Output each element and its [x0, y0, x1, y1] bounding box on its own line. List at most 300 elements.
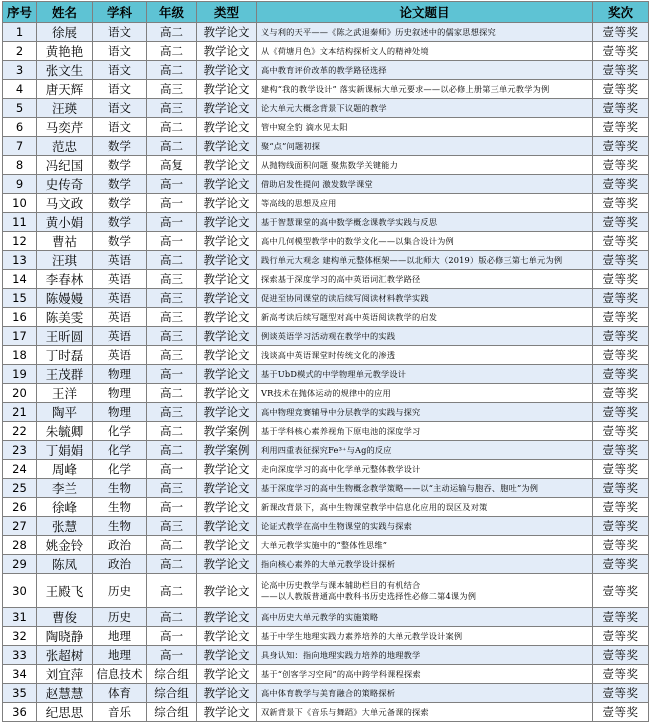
cell-no: 32	[3, 627, 37, 646]
cell-grade: 高一	[147, 627, 197, 646]
cell-subject: 英语	[93, 289, 147, 308]
cell-no: 6	[3, 118, 37, 137]
cell-type: 教学论文	[197, 365, 257, 384]
header-subject: 学科	[93, 2, 147, 23]
cell-grade: 高二	[147, 137, 197, 156]
cell-award: 壹等奖	[593, 517, 649, 536]
cell-award: 壹等奖	[593, 23, 649, 42]
cell-no: 31	[3, 608, 37, 627]
cell-grade: 高一	[147, 175, 197, 194]
table-row	[3, 684, 649, 703]
cell-award: 壹等奖	[593, 270, 649, 289]
table-row	[3, 517, 649, 536]
cell-title: 管中窥全豹 滴水见太阳	[257, 118, 593, 137]
cell-no: 28	[3, 536, 37, 555]
cell-type: 教学论文	[197, 460, 257, 479]
cell-subject: 数学	[93, 137, 147, 156]
cell-name: 马文政	[37, 194, 93, 213]
cell-no: 33	[3, 646, 37, 665]
cell-type: 教学论文	[197, 80, 257, 99]
cell-no: 24	[3, 460, 37, 479]
cell-grade: 高一	[147, 213, 197, 232]
table-row	[3, 175, 649, 194]
cell-title: 浅谈高中英语课堂时传统文化的渗透	[257, 346, 593, 365]
cell-name: 张文生	[37, 61, 93, 80]
table-row	[3, 42, 649, 61]
cell-name: 范忠	[37, 137, 93, 156]
cell-no: 16	[3, 308, 37, 327]
cell-no: 18	[3, 346, 37, 365]
cell-type: 教学论文	[197, 99, 257, 118]
table-row	[3, 498, 649, 517]
cell-award: 壹等奖	[593, 194, 649, 213]
cell-no: 27	[3, 517, 37, 536]
cell-name: 陶晓静	[37, 627, 93, 646]
table-row	[3, 99, 649, 118]
cell-grade: 高二	[147, 384, 197, 403]
cell-grade: 高二	[147, 608, 197, 627]
cell-award: 壹等奖	[593, 384, 649, 403]
cell-award: 壹等奖	[593, 665, 649, 684]
cell-no: 13	[3, 251, 37, 270]
cell-name: 徐展	[37, 23, 93, 42]
cell-type: 教学论文	[197, 665, 257, 684]
cell-subject: 政治	[93, 555, 147, 574]
table-row	[3, 346, 649, 365]
cell-title: 指向核心素养的大单元教学设计探析	[257, 555, 593, 574]
cell-type: 教学论文	[197, 536, 257, 555]
cell-grade: 高二	[147, 555, 197, 574]
cell-type: 教学论文	[197, 42, 257, 61]
cell-type: 教学论文	[197, 346, 257, 365]
cell-name: 王茂群	[37, 365, 93, 384]
cell-name: 丁时磊	[37, 346, 93, 365]
cell-title: 大单元教学实施中的“整体性思维”	[257, 536, 593, 555]
cell-type: 教学论文	[197, 308, 257, 327]
cell-no: 3	[3, 61, 37, 80]
cell-grade: 高二	[147, 23, 197, 42]
cell-title: 基于学科核心素养视角下原电池的深度学习	[257, 422, 593, 441]
cell-subject: 英语	[93, 308, 147, 327]
cell-subject: 英语	[93, 327, 147, 346]
table-row	[3, 403, 649, 422]
cell-award: 壹等奖	[593, 175, 649, 194]
cell-grade: 高二	[147, 441, 197, 460]
cell-title: 基于中学生地理实践力素养培养的大单元教学设计案例	[257, 627, 593, 646]
cell-title: 基于“创客学习空间”的高中跨学科课程探索	[257, 665, 593, 684]
cell-subject: 体育	[93, 684, 147, 703]
cell-award: 壹等奖	[593, 608, 649, 627]
cell-no: 36	[3, 703, 37, 722]
cell-name: 张慧	[37, 517, 93, 536]
cell-type: 教学论文	[197, 555, 257, 574]
header-no: 序号	[3, 2, 37, 23]
table-row	[3, 665, 649, 684]
cell-grade: 高三	[147, 80, 197, 99]
cell-award: 壹等奖	[593, 703, 649, 722]
cell-subject: 数学	[93, 156, 147, 175]
cell-name: 史传奇	[37, 175, 93, 194]
cell-subject: 语文	[93, 42, 147, 61]
cell-award: 壹等奖	[593, 403, 649, 422]
cell-type: 教学论文	[197, 703, 257, 722]
cell-name: 周峰	[37, 460, 93, 479]
cell-award: 壹等奖	[593, 156, 649, 175]
cell-title: 高中历史大单元教学的实施策略	[257, 608, 593, 627]
cell-title: 义与利的天平——《陈之武退秦师》历史叙述中的儒家思想探究	[257, 23, 593, 42]
cell-subject: 物理	[93, 365, 147, 384]
cell-award: 壹等奖	[593, 479, 649, 498]
cell-type: 教学论文	[197, 270, 257, 289]
table-row	[3, 213, 649, 232]
cell-title: 促进至协同课堂的读后续写阅读材料教学实践	[257, 289, 593, 308]
cell-award: 壹等奖	[593, 555, 649, 574]
cell-type: 教学论文	[197, 327, 257, 346]
cell-grade: 高三	[147, 327, 197, 346]
cell-award: 壹等奖	[593, 213, 649, 232]
cell-type: 教学论文	[197, 118, 257, 137]
cell-subject: 语文	[93, 80, 147, 99]
cell-title: 走向深度学习的高中化学单元整体教学设计	[257, 460, 593, 479]
cell-subject: 地理	[93, 646, 147, 665]
cell-grade: 高三	[147, 479, 197, 498]
cell-subject: 语文	[93, 118, 147, 137]
cell-subject: 英语	[93, 251, 147, 270]
cell-award: 壹等奖	[593, 80, 649, 99]
cell-subject: 数学	[93, 194, 147, 213]
cell-title: 利用四重表征探究Fe³⁺与Ag的反应	[257, 441, 593, 460]
cell-no: 10	[3, 194, 37, 213]
cell-no: 12	[3, 232, 37, 251]
cell-type: 教学论文	[197, 384, 257, 403]
cell-grade: 高三	[147, 270, 197, 289]
cell-grade: 高二	[147, 251, 197, 270]
cell-award: 壹等奖	[593, 646, 649, 665]
table-row	[3, 422, 649, 441]
cell-award: 壹等奖	[593, 627, 649, 646]
cell-grade: 高一	[147, 460, 197, 479]
cell-name: 马奕芹	[37, 118, 93, 137]
table-row	[3, 555, 649, 574]
cell-name: 李兰	[37, 479, 93, 498]
cell-type: 教学论文	[197, 517, 257, 536]
cell-subject: 历史	[93, 608, 147, 627]
cell-no: 2	[3, 42, 37, 61]
cell-grade: 高一	[147, 498, 197, 517]
cell-subject: 化学	[93, 422, 147, 441]
cell-no: 4	[3, 80, 37, 99]
cell-no: 8	[3, 156, 37, 175]
cell-type: 教学论文	[197, 403, 257, 422]
cell-grade: 高一	[147, 365, 197, 384]
cell-type: 教学论文	[197, 23, 257, 42]
table-row	[3, 646, 649, 665]
table-row	[3, 232, 649, 251]
cell-award: 壹等奖	[593, 365, 649, 384]
table-row	[3, 627, 649, 646]
cell-subject: 化学	[93, 460, 147, 479]
cell-grade: 高复	[147, 156, 197, 175]
cell-subject: 生物	[93, 517, 147, 536]
cell-subject: 音乐	[93, 703, 147, 722]
cell-title: VR技术在抛体运动的规律中的应用	[257, 384, 593, 403]
cell-no: 14	[3, 270, 37, 289]
cell-award: 壹等奖	[593, 498, 649, 517]
cell-subject: 语文	[93, 23, 147, 42]
cell-type: 教学论文	[197, 61, 257, 80]
cell-no: 11	[3, 213, 37, 232]
cell-grade: 综合组	[147, 684, 197, 703]
header-grade: 年级	[147, 2, 197, 23]
table-row	[3, 327, 649, 346]
cell-award: 壹等奖	[593, 99, 649, 118]
cell-name: 李春林	[37, 270, 93, 289]
cell-name: 汪琪	[37, 251, 93, 270]
header-title: 论文题目	[257, 2, 593, 23]
cell-subject: 英语	[93, 270, 147, 289]
cell-title: 探索基于深度学习的高中英语词汇教学路径	[257, 270, 593, 289]
cell-name: 黄艳艳	[37, 42, 93, 61]
cell-name: 赵慧慧	[37, 684, 93, 703]
cell-type: 教学论文	[197, 251, 257, 270]
table-row	[3, 251, 649, 270]
cell-name: 黄小娟	[37, 213, 93, 232]
cell-award: 壹等奖	[593, 460, 649, 479]
table-row	[3, 365, 649, 384]
cell-title: 论大单元大概念背景下议题的教学	[257, 99, 593, 118]
table-row	[3, 536, 649, 555]
cell-no: 22	[3, 422, 37, 441]
cell-type: 教学论文	[197, 684, 257, 703]
cell-award: 壹等奖	[593, 232, 649, 251]
cell-title: 例谈英语学习活动观在教学中的实践	[257, 327, 593, 346]
cell-subject: 物理	[93, 403, 147, 422]
cell-type: 教学论文	[197, 213, 257, 232]
cell-name: 王洋	[37, 384, 93, 403]
cell-no: 21	[3, 403, 37, 422]
cell-title: 等高线的思想及应用	[257, 194, 593, 213]
table-row	[3, 137, 649, 156]
cell-name: 张超树	[37, 646, 93, 665]
cell-grade: 高二	[147, 574, 197, 608]
cell-title: 高中几何模型教学中的数学文化——以集合设计为例	[257, 232, 593, 251]
cell-title: 基于UbD模式的中学物理单元教学设计	[257, 365, 593, 384]
cell-title: 高中教育评价改革的教学路径选择	[257, 61, 593, 80]
cell-type: 教学论文	[197, 574, 257, 608]
cell-type: 教学案例	[197, 422, 257, 441]
cell-no: 1	[3, 23, 37, 42]
cell-no: 7	[3, 137, 37, 156]
cell-award: 壹等奖	[593, 536, 649, 555]
cell-type: 教学论文	[197, 646, 257, 665]
cell-type: 教学论文	[197, 479, 257, 498]
cell-title: 论证式教学在高中生物课堂的实践与探索	[257, 517, 593, 536]
cell-name: 唐天辉	[37, 80, 93, 99]
cell-title: 高中体育教学与美育融合的策略探析	[257, 684, 593, 703]
cell-title-line2: ——以人教版普通高中教科书历史选择性必修二第4课为例	[261, 590, 477, 601]
cell-title-line1: 论高中历史教学与课本辅助栏目的有机结合	[261, 579, 421, 590]
cell-name: 陈嫚嫚	[37, 289, 93, 308]
header-row	[3, 2, 649, 23]
cell-name: 汪瑛	[37, 99, 93, 118]
cell-grade: 高三	[147, 403, 197, 422]
header-type: 类型	[197, 2, 257, 23]
cell-type: 教学论文	[197, 608, 257, 627]
cell-no: 20	[3, 384, 37, 403]
cell-title: 新课改背景下，高中生物课堂教学中信息化应用的误区及对策	[257, 498, 593, 517]
table-row	[3, 479, 649, 498]
cell-grade: 高一	[147, 232, 197, 251]
cell-type: 教学案例	[197, 441, 257, 460]
cell-title: 聚“点”问题初探	[257, 137, 593, 156]
cell-award: 壹等奖	[593, 574, 649, 608]
cell-name: 陈凤	[37, 555, 93, 574]
cell-name: 王昕圆	[37, 327, 93, 346]
table-row	[3, 156, 649, 175]
cell-subject: 数学	[93, 213, 147, 232]
cell-grade: 高三	[147, 99, 197, 118]
table-row	[3, 80, 649, 99]
cell-name: 朱毓卿	[37, 422, 93, 441]
table-row	[3, 118, 649, 137]
cell-subject: 地理	[93, 627, 147, 646]
cell-name: 陈美雯	[37, 308, 93, 327]
cell-award: 壹等奖	[593, 61, 649, 80]
cell-grade: 高一	[147, 194, 197, 213]
cell-name: 纪思思	[37, 703, 93, 722]
cell-type: 教学论文	[197, 194, 257, 213]
table-row	[3, 23, 649, 42]
cell-name: 姚金铃	[37, 536, 93, 555]
cell-grade: 高三	[147, 308, 197, 327]
cell-title: 高中物理竞赛辅导中分层教学的实践与探究	[257, 403, 593, 422]
table-row	[3, 608, 649, 627]
cell-no: 26	[3, 498, 37, 517]
cell-grade: 综合组	[147, 703, 197, 722]
table-row	[3, 441, 649, 460]
cell-award: 壹等奖	[593, 118, 649, 137]
header-name: 姓名	[37, 2, 93, 23]
cell-type: 教学论文	[197, 156, 257, 175]
header-award: 奖次	[593, 2, 649, 23]
cell-no: 34	[3, 665, 37, 684]
cell-award: 壹等奖	[593, 308, 649, 327]
cell-subject: 生物	[93, 479, 147, 498]
cell-subject: 信息技术	[93, 665, 147, 684]
cell-title: 新高考读后续写题型对高中英语阅读教学的启发	[257, 308, 593, 327]
cell-name: 曹俊	[37, 608, 93, 627]
cell-subject: 物理	[93, 384, 147, 403]
cell-grade: 高三	[147, 289, 197, 308]
cell-grade: 高二	[147, 118, 197, 137]
cell-no: 23	[3, 441, 37, 460]
table-body	[3, 23, 649, 722]
cell-grade: 高三	[147, 517, 197, 536]
cell-name: 丁娟娟	[37, 441, 93, 460]
cell-subject: 生物	[93, 498, 147, 517]
table-row	[3, 384, 649, 403]
cell-type: 教学论文	[197, 175, 257, 194]
cell-subject: 历史	[93, 574, 147, 608]
table-row	[3, 308, 649, 327]
cell-title: 从抛物线面积问题 聚焦数学关键能力	[257, 156, 593, 175]
cell-title: 建构“我的教学设计” 落实新课标大单元要求——以必修上册第三单元教学为例	[257, 80, 593, 99]
cell-award: 壹等奖	[593, 422, 649, 441]
cell-subject: 数学	[93, 175, 147, 194]
cell-grade: 高二	[147, 61, 197, 80]
cell-no: 19	[3, 365, 37, 384]
cell-type: 教学论文	[197, 627, 257, 646]
cell-subject: 化学	[93, 441, 147, 460]
cell-grade: 综合组	[147, 665, 197, 684]
cell-award: 壹等奖	[593, 251, 649, 270]
cell-award: 壹等奖	[593, 346, 649, 365]
cell-grade: 高一	[147, 646, 197, 665]
cell-award: 壹等奖	[593, 137, 649, 156]
table-row	[3, 194, 649, 213]
cell-no: 17	[3, 327, 37, 346]
cell-name: 冯纪国	[37, 156, 93, 175]
cell-title: 双新背景下《音乐与舞蹈》大单元备课的探索	[257, 703, 593, 722]
cell-no: 5	[3, 99, 37, 118]
cell-award: 壹等奖	[593, 327, 649, 346]
cell-subject: 数学	[93, 232, 147, 251]
cell-title: 基于智慧课堂的高中数学概念课教学实践与反思	[257, 213, 593, 232]
table-row	[3, 703, 649, 722]
cell-award: 壹等奖	[593, 441, 649, 460]
cell-no: 29	[3, 555, 37, 574]
cell-no: 25	[3, 479, 37, 498]
table-row	[3, 289, 649, 308]
cell-award: 壹等奖	[593, 684, 649, 703]
cell-grade: 高二	[147, 42, 197, 61]
table-row	[3, 574, 649, 608]
cell-name: 徐峰	[37, 498, 93, 517]
cell-no: 35	[3, 684, 37, 703]
cell-grade: 高二	[147, 536, 197, 555]
cell-name: 曹祜	[37, 232, 93, 251]
cell-type: 教学论文	[197, 232, 257, 251]
cell-type: 教学论文	[197, 498, 257, 517]
cell-title: 基于深度学习的高中生物概念教学策略——以“主动运输与胞吞、胞吐”为例	[257, 479, 593, 498]
cell-name: 刘宜萍	[37, 665, 93, 684]
cell-title	[257, 574, 593, 608]
cell-no: 15	[3, 289, 37, 308]
cell-title: 借助启发性提问 激发数学课堂	[257, 175, 593, 194]
table-row	[3, 61, 649, 80]
cell-grade: 高二	[147, 422, 197, 441]
cell-grade: 高三	[147, 346, 197, 365]
cell-subject: 语文	[93, 61, 147, 80]
cell-no: 9	[3, 175, 37, 194]
cell-type: 教学论文	[197, 137, 257, 156]
cell-name: 王殿飞	[37, 574, 93, 608]
awards-table	[2, 1, 649, 722]
cell-name: 陶平	[37, 403, 93, 422]
cell-award: 壹等奖	[593, 289, 649, 308]
cell-subject: 政治	[93, 536, 147, 555]
cell-title: 践行单元大观念 建构单元整体框架——以北师大（2019）版必修三第七单元为例	[257, 251, 593, 270]
cell-subject: 语文	[93, 99, 147, 118]
cell-no: 30	[3, 574, 37, 608]
table-row	[3, 460, 649, 479]
cell-award: 壹等奖	[593, 42, 649, 61]
table-row	[3, 270, 649, 289]
cell-subject: 英语	[93, 346, 147, 365]
cell-title: 从《荷塘月色》文本结构探析文人的精神处境	[257, 42, 593, 61]
cell-title: 具身认知：指向地理实践力培养的地理教学	[257, 646, 593, 665]
cell-type: 教学论文	[197, 289, 257, 308]
